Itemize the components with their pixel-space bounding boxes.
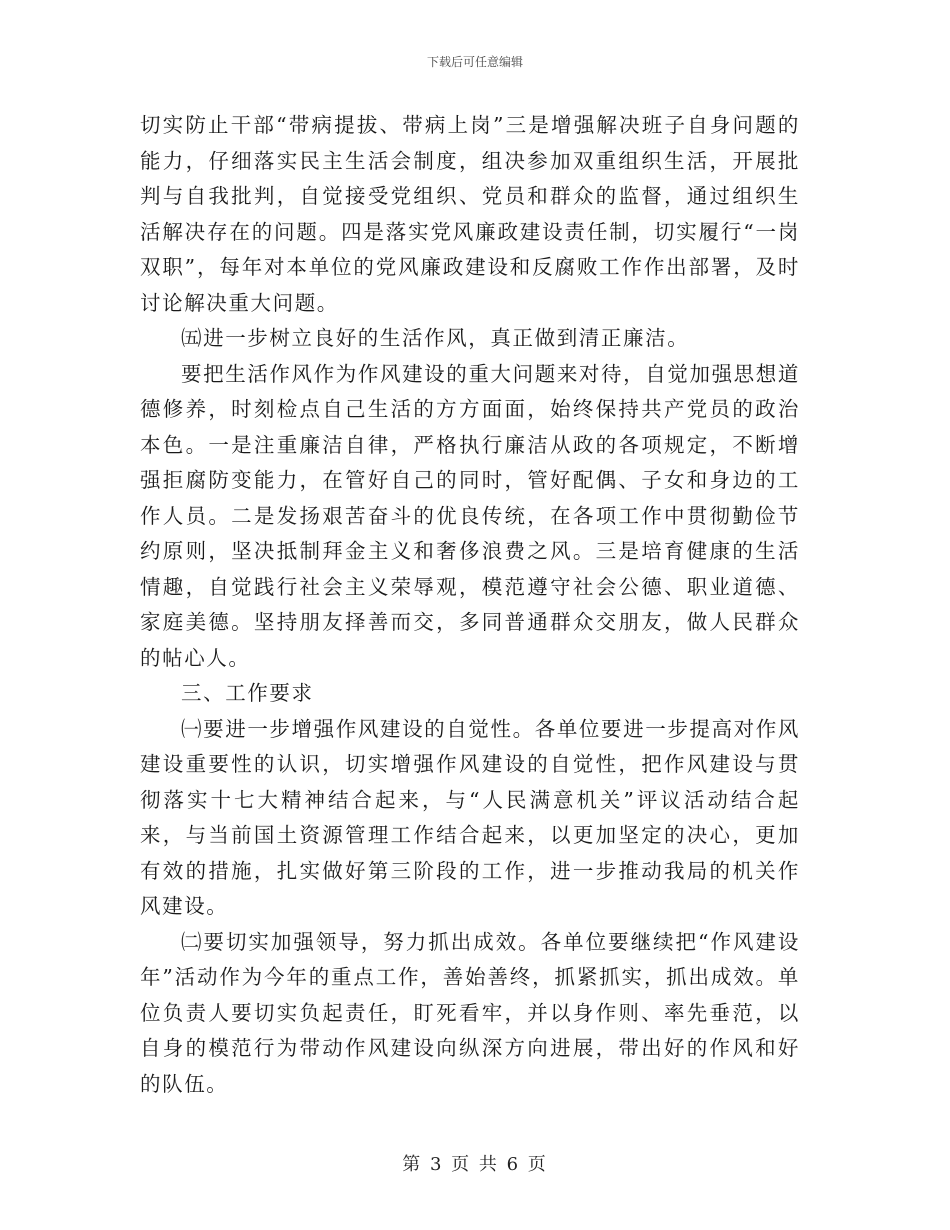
section-heading-work-requirements: 三、工作要求 <box>181 681 314 705</box>
section-heading-5: ㈤进一步树立良好的生活作风，真正做到清正廉洁。 <box>181 326 690 350</box>
paragraph-lifestyle: 要把生活作风作为作风建设的重大问题来对待，自觉加强思想道德修养，时刻检点自己生活的方方面面，始终保持共产党员的政治本色。一是注重廉洁自律，严格执行廉洁从政的各项规定，不断增强拒腐防变能力，在管好自己的同时，管好配偶、子女和身边的工作人员。二是发扬艰苦奋斗的优良传统，在各项工作中贯彻勤俭节约原则，坚决抵制拜金主义和奢侈浪费之风。三是培育健康的生活情趣，自觉践行社会主义荣辱观，模范遵守社会公德、职业道德、家庭美德。坚持朋友择善而交，多同普通群众交朋友，做人民群众的帖心人。 <box>140 361 800 670</box>
page-header: 下载后可任意编辑 <box>426 55 523 69</box>
page-number-footer: 第 3 页 共 6 页 <box>402 1154 548 1175</box>
paragraph-continuation: 切实防止干部“带病提拔、带病上岗”三是增强解决班子自身问题的能力，仔细落实民主生活会制度，组决参加双重组织生活，开展批判与自我批判，自觉接受党组织、党员和群众的监督，通过组织生活解决存在的问题。四是落实党风廉政建设责任制，切实履行“一岗双职”，每年对本单位的党风廉政建设和反腐败工作作出部署，及时讨论解决重大问题。 <box>140 113 800 315</box>
paragraph-requirement-1: ㈠要进一步增强作风建设的自觉性。各单位要进一步提高对作风建设重要性的认识，切实增强作风建设的自觉性，把作风建设与贯彻落实十七大精神结合起来，与“人民满意机关”评议活动结合起来，与当前国土资源管理工作结合起来，以更加坚定的决心，更加有效的措施，扎实做好第三阶段的工作，进一步推动我局的机关作风建设。 <box>140 716 800 918</box>
paragraph-requirement-2: ㈡要切实加强领导，努力抓出成效。各单位要继续把“作风建设年”活动作为今年的重点工作，善始善终，抓紧抓实，抓出成效。单位负责人要切实负起责任，盯死看牢，并以身作则、率先垂范，以自身的模范行为带动作风建设向纵深方向进展，带出好的作风和好的队伍。 <box>140 929 800 1096</box>
document-body <box>140 108 800 1102</box>
